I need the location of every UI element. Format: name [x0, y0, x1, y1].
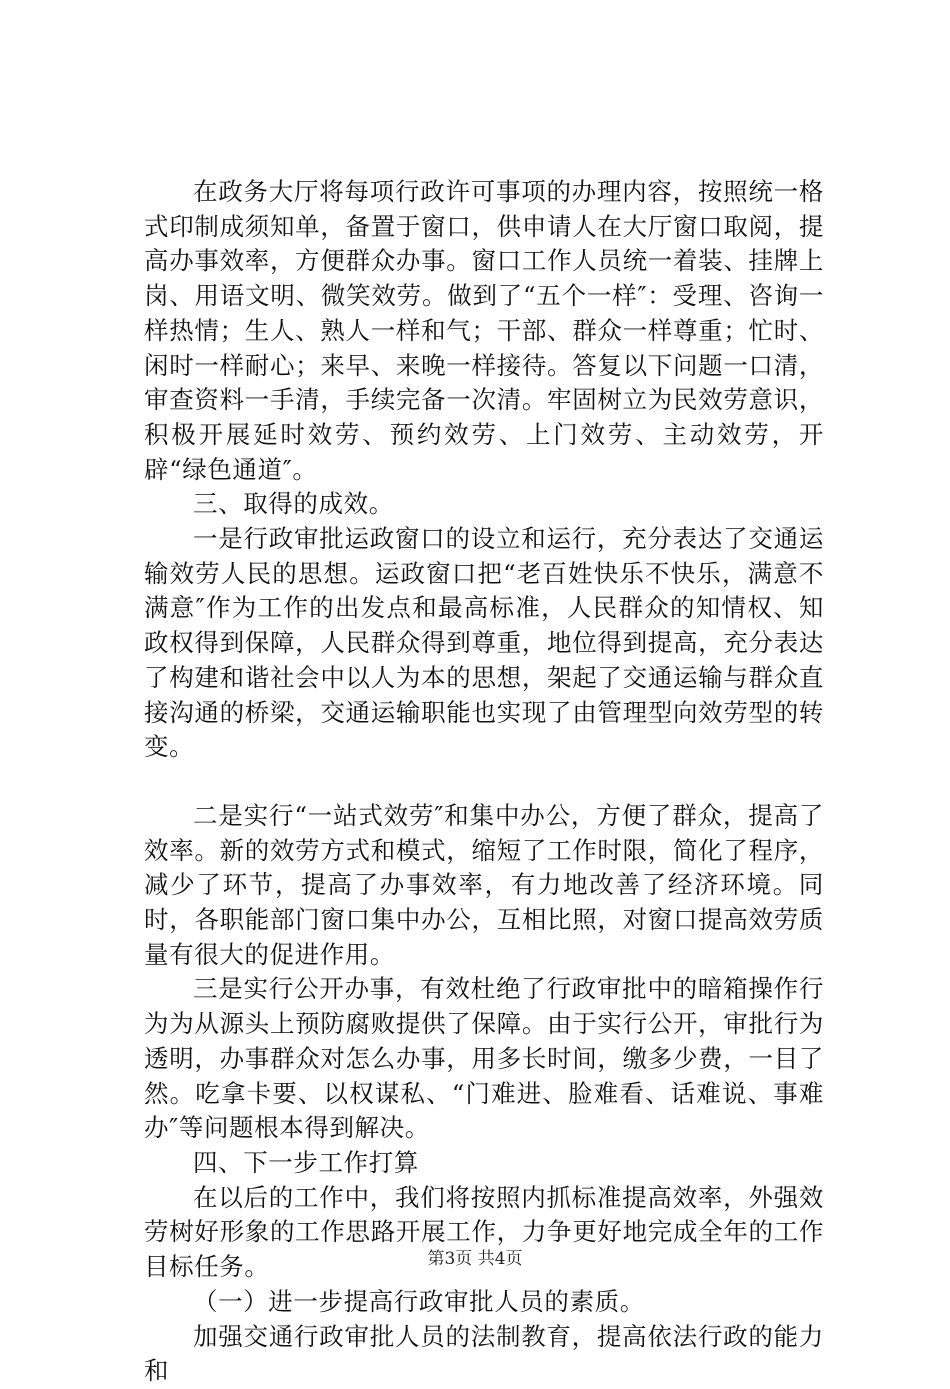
page-number-footer: 第3页 共4页 [427, 1249, 523, 1269]
section-heading-achievements: 三、取得的成效。 [193, 489, 394, 519]
paragraph-service-standards: 在政务大厅将每项行政许可事项的办理内容，按照统一格式印制成须知单，备置于窗口，供申请人在大厅窗口取阅，提高办事效率，方便群众办事。窗口工作人员统一着装、挂牌上岗、用语文明、微笑效劳。做到了“五个一样″：受理、咨询一样热情；生人、熟人一样和气；干部、群众一样尊重；忙时、闲时一样耐心；来早、来晚一样接待。答复以下问题一口清，审查资料一手清，手续完备一次清。牢固树立为民效劳意识，积极开展延时效劳、预约效劳、上门效劳、主动效劳，开辟“绿色通道″。 [144, 177, 824, 484]
paragraph-achievement-one: 一是行政审批运政窗口的设立和运行，充分表达了交通运输效劳人民的思想。运政窗口把“老百姓快乐不快乐，满意不满意″作为工作的出发点和最高标准，人民群众的知情权、知政权得到保障，人民群众得到尊重，地位得到提高，充分表达了构建和谐社会中以人为本的思想，架起了交通运输与群众直接沟通的桥梁，交通运输职能也实现了由管理型向效劳型的转变。 [144, 524, 824, 762]
paragraph-legal-education: 加强交通行政审批人员的法制教育，提高依法行政的能力和 [144, 1321, 824, 1386]
document-body [144, 175, 824, 1389]
paragraph-achievement-two: 二是实行“一站式效劳″和集中办公，方便了群众，提高了效率。新的效劳方式和模式，缩短了工作时限，简化了程序，减少了环节，提高了办事效率，有力地改善了经济环境。同时，各职能部门窗口集中办公，互相比照，对窗口提高效劳质量有很大的促进作用。 [144, 800, 824, 969]
subheading-staff-quality: （一）进一步提高行政审批人员的素质。 [193, 1286, 645, 1316]
paragraph-achievement-three: 三是实行公开办事，有效杜绝了行政审批中的暗箱操作行为为从源头上预防腐败提供了保障。由于实行公开，审批行为透明，办事群众对怎么办事，用多长时间，缴多少费，一目了然。吃拿卡要、以权谋私、“门难进、脸难看、话难说、事难办″等问题根本得到解决。 [144, 974, 824, 1143]
section-heading-next-steps: 四、下一步工作打算 [193, 1147, 419, 1177]
paragraph-next-steps-intro: 在以后的工作中，我们将按照内抓标准提高效率，外强效劳树好形象的工作思路开展工作，力争更好地完成全年的工作目标任务。 [144, 1182, 824, 1282]
